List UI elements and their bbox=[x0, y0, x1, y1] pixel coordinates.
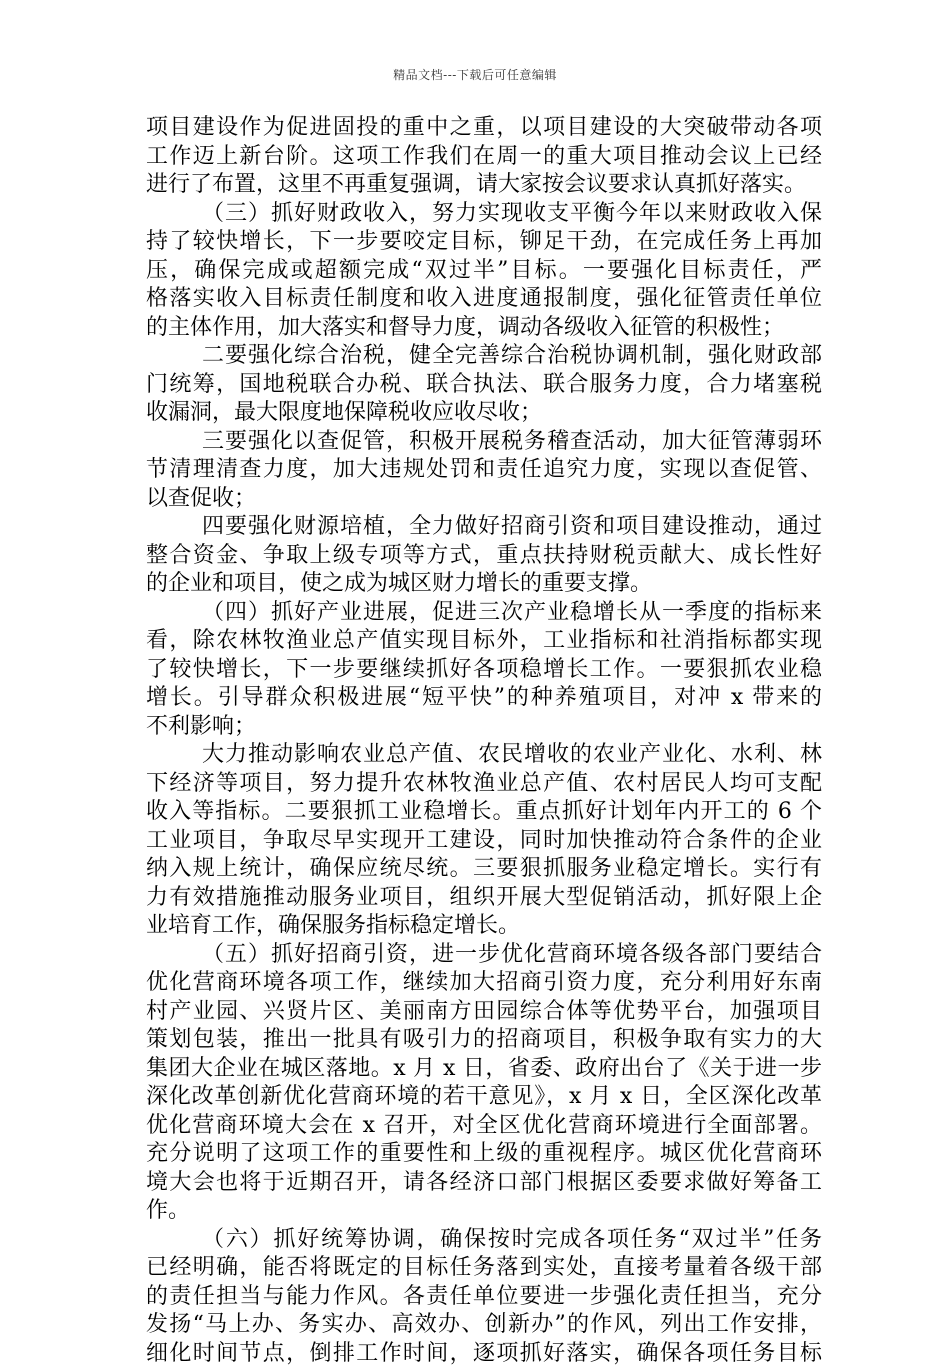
text-line: 下经济等项目，努力提升农林牧渔业总产值、农村居民人均可支配 bbox=[146, 770, 822, 799]
text-line: 节清理清查力度，加大违规处罚和责任追究力度，实现以查促管、 bbox=[146, 456, 822, 485]
text-line: 格落实收入目标责任制度和收入进度通报制度，强化征管责任单位 bbox=[146, 285, 822, 314]
text-line: 以查促收； bbox=[146, 485, 822, 514]
text-line: 已经明确，能否将既定的目标任务落到实处，直接考量着各级干部 bbox=[146, 1254, 822, 1283]
text-line: 收入等指标。二要狠抓工业稳增长。重点抓好计划年内开工的 6 个 bbox=[146, 798, 822, 827]
text-line: 四要强化财源培植，全力做好招商引资和项目建设推动，通过 bbox=[146, 513, 822, 542]
text-line: 策划包装，推出一批具有吸引力的招商项目，积极争取有实力的大 bbox=[146, 1026, 822, 1055]
text-line: 不利影响； bbox=[146, 713, 822, 742]
paragraph bbox=[146, 200, 822, 343]
text-line: 境大会也将于近期召开，请各经济口部门根据区委要求做好筹备工 bbox=[146, 1169, 822, 1198]
text-line: （六）抓好统筹协调，确保按时完成各项任务“双过半”任务 bbox=[146, 1226, 822, 1255]
text-line: 项目建设作为促进固投的重中之重，以项目建设的大突破带动各项 bbox=[146, 114, 822, 143]
paragraph bbox=[146, 114, 822, 200]
text-line: 整合资金、争取上级专项等方式，重点扶持财税贡献大、成长性好 bbox=[146, 542, 822, 571]
text-line: 门统筹，国地税联合办税、联合执法、联合服务力度，合力堵塞税 bbox=[146, 371, 822, 400]
text-line: 的责任担当与能力作风。各责任单位要进一步强化责任担当，充分 bbox=[146, 1283, 822, 1312]
text-line: 优化营商环境大会在 x 召开，对全区优化营商环境进行全面部署。 bbox=[146, 1112, 822, 1141]
text-line: 进行了布置，这里不再重复强调，请大家按会议要求认真抓好落实。 bbox=[146, 171, 822, 200]
paragraph bbox=[146, 741, 822, 941]
text-line: 深化改革创新优化营商环境的若干意见》，x 月 x 日，全区深化改革 bbox=[146, 1083, 822, 1112]
paragraph bbox=[146, 342, 822, 428]
paragraph bbox=[146, 1226, 822, 1368]
text-line: 的主体作用，加大落实和督导力度，调动各级收入征管的积极性； bbox=[146, 314, 822, 343]
paragraph bbox=[146, 941, 822, 1226]
text-line: 优化营商环境各项工作，继续加大招商引资力度，充分利用好东南 bbox=[146, 969, 822, 998]
paragraph bbox=[146, 599, 822, 742]
text-line: 作。 bbox=[146, 1197, 822, 1226]
text-line: 看，除农林牧渔业总产值实现目标外，工业指标和社消指标都实现 bbox=[146, 627, 822, 656]
text-line: （四）抓好产业进展，促进三次产业稳增长从一季度的指标来 bbox=[146, 599, 822, 628]
text-line: 了较快增长，下一步要继续抓好各项稳增长工作。一要狠抓农业稳 bbox=[146, 656, 822, 685]
text-line: 三要强化以查促管，积极开展税务稽查活动，加大征管薄弱环 bbox=[146, 428, 822, 457]
text-line: 压，确保完成或超额完成“双过半”目标。一要强化目标责任，严 bbox=[146, 257, 822, 286]
text-line: （五）抓好招商引资，进一步优化营商环境各级各部门要结合 bbox=[146, 941, 822, 970]
text-line: 工作迈上新台阶。这项工作我们在周一的重大项目推动会议上已经 bbox=[146, 143, 822, 172]
text-line: 增长。引导群众积极进展“短平快”的种养殖项目，对冲 x 带来的 bbox=[146, 684, 822, 713]
text-line: （三）抓好财政收入，努力实现收支平衡今年以来财政收入保 bbox=[146, 200, 822, 229]
text-line: 工业项目，争取尽早实现开工建设，同时加快推动符合条件的企业 bbox=[146, 827, 822, 856]
text-line: 持了较快增长，下一步要咬定目标，铆足干劲，在完成任务上再加 bbox=[146, 228, 822, 257]
text-line: 收漏洞，最大限度地保障税收应收尽收； bbox=[146, 399, 822, 428]
text-line: 村产业园、兴贤片区、美丽南方田园综合体等优势平台，加强项目 bbox=[146, 998, 822, 1027]
text-line: 细化时间节点，倒排工作时间，逐项抓好落实，确保各项任务目标 bbox=[146, 1340, 822, 1368]
paragraph bbox=[146, 513, 822, 599]
text-line: 充分说明了这项工作的重要性和上级的重视程序。城区优化营商环 bbox=[146, 1140, 822, 1169]
text-line: 力有效措施推动服务业项目，组织开展大型促销活动，抓好限上企 bbox=[146, 884, 822, 913]
text-line: 二要强化综合治税，健全完善综合治税协调机制，强化财政部 bbox=[146, 342, 822, 371]
text-line: 发扬“马上办、务实办、高效办、创新办”的作风，列出工作安排， bbox=[146, 1311, 822, 1340]
document-body bbox=[146, 114, 822, 1368]
paragraph bbox=[146, 428, 822, 514]
text-line: 大力推动影响农业总产值、农民增收的农业产业化、水利、林 bbox=[146, 741, 822, 770]
text-line: 的企业和项目，使之成为城区财力增长的重要支撑。 bbox=[146, 570, 822, 599]
text-line: 纳入规上统计，确保应统尽统。三要狠抓服务业稳定增长。实行有 bbox=[146, 855, 822, 884]
page-header: 精品文档---下载后可任意编辑 bbox=[0, 66, 950, 83]
text-line: 集团大企业在城区落地。x 月 x 日，省委、政府出台了《关于进一步 bbox=[146, 1055, 822, 1084]
text-line: 业培育工作，确保服务指标稳定增长。 bbox=[146, 912, 822, 941]
